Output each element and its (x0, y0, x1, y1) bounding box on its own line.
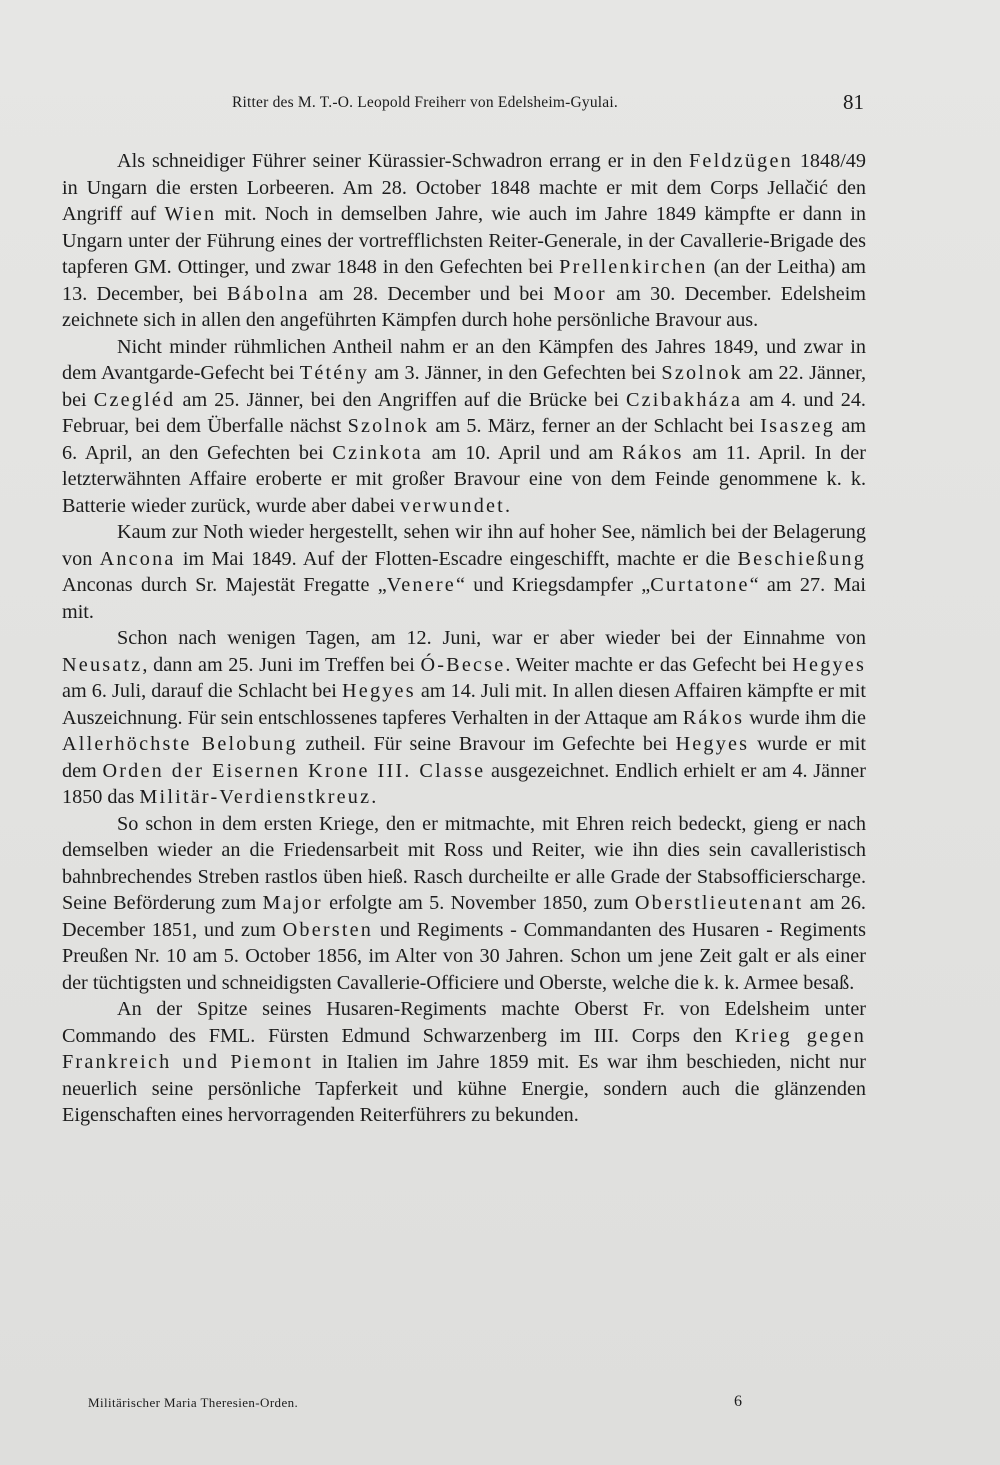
text-run: Anconas durch Sr. Majestät Fregatte „ (62, 574, 387, 596)
paragraph (62, 625, 866, 811)
text-run: . Weiter machte er das Gefecht bei (505, 653, 793, 676)
spaced-emphasis: Czegléd (93, 388, 176, 411)
spaced-emphasis: Moor (553, 282, 607, 305)
spaced-emphasis: Rákos (682, 706, 745, 729)
text-run: am 11. April. In der letzterwähnten Affaire eroberte er mit großer Bravour eine von dem Feinde genommene k. k. Batterie wieder zurück, wurde aber dabei (62, 441, 866, 517)
running-head: Ritter des M. T.-O. Leopold Freiherr von Edelsheim-Gyulai. (232, 94, 618, 111)
spaced-emphasis: Czinkota (332, 441, 423, 464)
spaced-emphasis: Oberstlieutenant (634, 892, 804, 914)
text-run: “ und Kriegsdampfer „ (455, 574, 651, 596)
text-run: wurde ihm die (744, 706, 866, 729)
spaced-emphasis: Ó-Becse (420, 653, 506, 676)
paragraph (62, 996, 866, 1129)
text-run: am 6. April, an den Gefechten bei (62, 415, 866, 464)
text-run: mit. Noch in demselben Jahre, wie auch im Jahre 1849 kämpfte er dann in Ungarn unter der Führung eines der vortrefflichsten Reiter-Generale, in der Cavallerie-Brigade des tapferen GM. Ottinger, und zwar 1848 in den Gefechten bei (62, 203, 866, 278)
text-run: am 25. Jänner, bei den Angriffen auf die Brücke bei (175, 388, 626, 411)
text-run: So schon in dem ersten Kriege, den er mitmachte, mit Ehren reich bedeckt, gieng er nach demselben wieder an die Friedensarbeit mit Ross und Reiter, wie ihn dies sein cavalleristisch bahnbrechendes Streben rastlos üben hieß. Rasch durcheilte er alle Grade der Stabsofficierscharge. Seine Beförderung zum (62, 812, 866, 914)
text-run: am 28. December und bei (309, 282, 554, 305)
text-run: (an der Leitha) am 13. December, bei (62, 256, 866, 305)
spaced-emphasis: Hegyes (792, 653, 867, 676)
spaced-emphasis: Neusatz (62, 653, 143, 676)
text-run: Kaum zur Noth wieder hergestellt, sehen wir ihn auf hoher See, nämlich bei der Belagerung von (62, 521, 866, 570)
spaced-emphasis: Szolnok (661, 362, 743, 384)
signature-mark: 6 (734, 1393, 742, 1410)
spaced-emphasis: verwundet (399, 494, 505, 517)
paragraph (62, 148, 866, 334)
spaced-emphasis: Wien (164, 203, 217, 225)
spaced-emphasis: Czibakháza (625, 388, 743, 411)
spaced-emphasis: Prellenkirchen (559, 256, 708, 278)
spaced-emphasis: Feldzügen (689, 150, 793, 172)
spaced-emphasis: Orden der Eisernen Krone III. Classe (102, 759, 486, 782)
text-run: 1848/49 in Ungarn die ersten Lorbeeren. Am 28. October 1848 machte er mit dem Corps Jellačić den Angriff auf (62, 150, 866, 225)
text-run: am 3. Jänner, in den Gefechten bei (369, 362, 662, 384)
text-run: und Regiments - Commandanten des Husaren - Regiments Preußen Nr. 10 am 5. October 1856, im Alter von 30 Jahren. Schon um jene Zeit galt er als einer der tüchtigsten und schneidigsten Cavallerie-Officiere und Oberste, welche die k. k. Armee besaß. (62, 918, 866, 994)
spaced-emphasis: Militär-Verdienstkreuz (139, 786, 372, 808)
spaced-emphasis: Beschießung (737, 547, 866, 570)
spaced-emphasis: Venere (386, 574, 456, 596)
text-run: . (505, 494, 511, 517)
text-run: erfolgte am 5. November 1850, zum (322, 892, 635, 914)
spaced-emphasis: Hegyes (342, 680, 416, 702)
spaced-emphasis: Allerhöchste Belobung (62, 733, 298, 755)
text-run: am 22. Jänner, bei (62, 362, 867, 411)
text-run: “ am 27. Mai mit. (62, 574, 866, 623)
text-run: am 30. December. Edelsheim zeichnete sich in allen den angeführten Kämpfen durch hohe persönliche Bravour aus. (62, 282, 867, 331)
text-run: Schon nach wenigen Tagen, am 12. Juni, war er aber wieder bei der Einnahme von (117, 627, 866, 649)
paragraph (62, 334, 866, 520)
text-run: Als schneidiger Führer seiner Kürassier-Schwadron errang er in den (117, 150, 689, 172)
text-run: , dann am 25. Juni im Treffen bei (142, 653, 421, 676)
spaced-emphasis: Hegyes (675, 733, 750, 755)
spaced-emphasis: Szolnok (347, 415, 430, 437)
text-run: am 14. Juli mit. In allen diesen Affairen kämpfte er mit Auszeichnung. Für sein entschlossenes tapferes Verhalten in der Attaque am (62, 680, 866, 729)
footer-signature: Militärischer Maria Theresien-Orden. (88, 1395, 299, 1410)
spaced-emphasis: Bábolna (226, 282, 310, 305)
spaced-emphasis: Major (262, 892, 323, 914)
text-run: An der Spitze seines Husaren-Regiments machte Oberst Fr. von Edelsheim unter Commando des FML. Fürsten Edmund Schwarzenberg im III. Corps den (62, 998, 866, 1047)
spaced-emphasis: Rákos (622, 441, 684, 464)
text-run: wurde er mit dem (62, 733, 866, 782)
body-text (62, 148, 866, 1129)
text-run: ausgezeichnet. Endlich erhielt er am 4. Jänner 1850 das (62, 759, 866, 808)
paragraph (62, 811, 866, 997)
page-footer (88, 1393, 748, 1415)
spaced-emphasis: Obersten (282, 918, 374, 941)
text-run: am 10. April und am (422, 441, 623, 464)
spaced-emphasis: Ancona (99, 547, 176, 570)
page-number: 81 (843, 90, 864, 114)
text-run: . (371, 786, 377, 808)
text-run: Nicht minder rühmlichen Antheil nahm er an den Kämpfen des Jahres 1849, und zwar in dem Avantgarde-Gefecht bei (62, 335, 866, 384)
text-run: im Mai 1849. Auf der Flotten-Escadre eingeschifft, machte er die (175, 547, 738, 570)
text-run: am 6. Juli, darauf die Schlacht bei (62, 680, 343, 702)
text-run: zutheil. Für seine Bravour im Gefechte bei (297, 733, 676, 755)
text-run: in Italien im Jahre 1859 mit. Es war ihm beschieden, nicht nur neuerlich seine persönliche Tapferkeit und kühne Energie, sondern auch die glänzenden Eigenschaften eines hervorragenden Reiterführers zu bekunden. (62, 1051, 867, 1126)
page-header (232, 90, 864, 116)
spaced-emphasis: Isaszeg (760, 415, 836, 437)
spaced-emphasis: Tétény (299, 362, 370, 384)
text-run: am 5. März, ferner an der Schlacht bei (429, 415, 761, 437)
text-run: am 4. und 24. Februar, bei dem Überfalle nächst (62, 388, 866, 437)
text-run: am 26. December 1851, und zum (62, 892, 866, 941)
paragraph (62, 519, 866, 625)
spaced-emphasis: Krieg gegen Frankreich und Piemont (62, 1024, 866, 1073)
spaced-emphasis: Curtatone (650, 574, 750, 596)
